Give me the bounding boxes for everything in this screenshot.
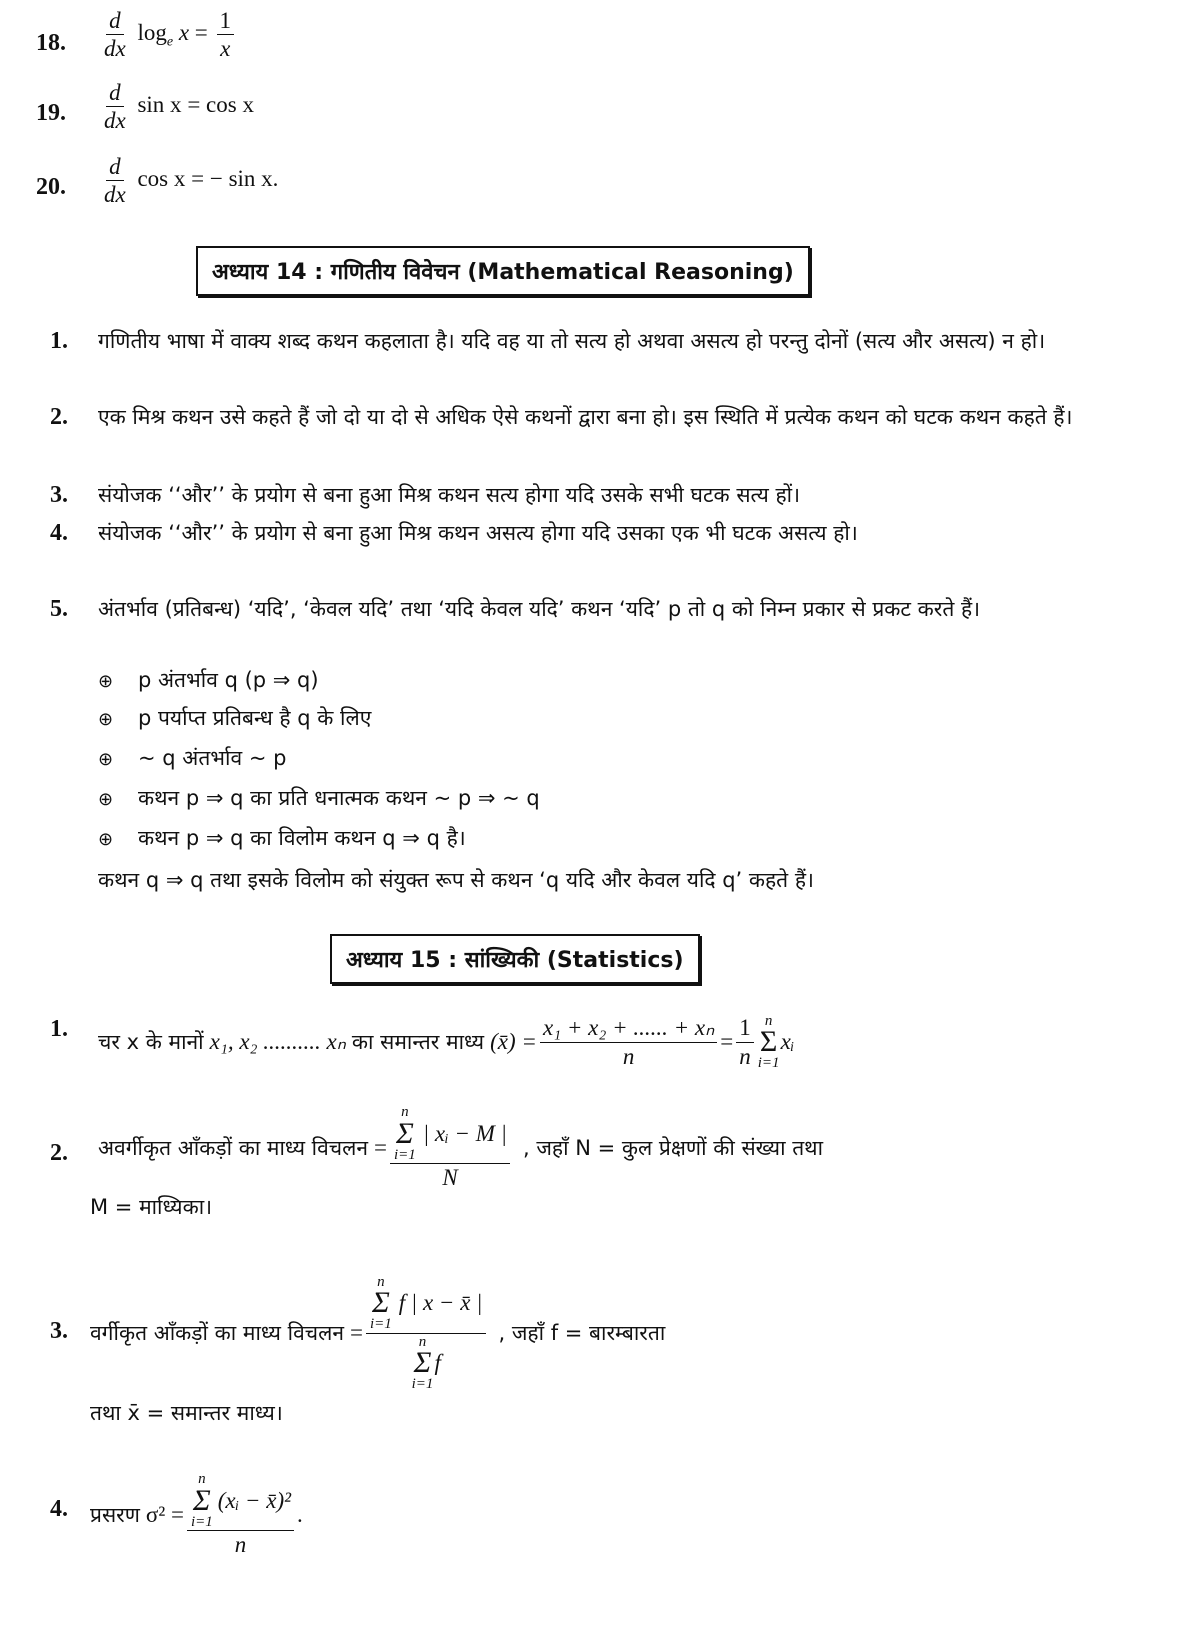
chapter-title-hindi: सांख्यिकी	[464, 948, 540, 973]
item-text: वर्गीकृत आँकड़ों का माध्य विचलन	[90, 1321, 344, 1345]
bullet-text: p अंतर्भाव q (p ⇒ q)	[138, 668, 319, 692]
list-item	[50, 476, 1100, 514]
list-item	[50, 590, 1100, 628]
item-text: अंतर्भाव (प्रतिबन्ध) ‘यदि’, ‘केवल यदि’ तथा ‘यदि केवल यदि’ कथन ‘यदि’ p तो q को निम्न प्रकार से प्रकट करते हैं।	[98, 597, 981, 621]
item-text: एक मिश्र कथन उसे कहते हैं जो दो या दो से अधिक ऐसे कथनों द्वारा बना हो। इस स्थिति में प्रत्येक कथन को घटक कथन कहते हैं।	[98, 405, 1073, 429]
variable-list: x₁, x₂ .......... xₙ	[209, 1029, 346, 1054]
item-text: चर x के मानों	[98, 1030, 204, 1054]
circle-plus-icon: ⊕	[98, 709, 114, 730]
item-text: संयोजक ‘‘और’’ के प्रयोग से बना हुआ मिश्र कथन असत्य होगा यदि उसका एक भी घटक असत्य हो।	[98, 521, 858, 545]
item-number: 5.	[50, 596, 68, 622]
item-text: , जहाँ f = बारम्बारता	[498, 1321, 666, 1345]
mean-deviation-fraction: n Σ i=1 | xᵢ − M | N	[390, 1105, 510, 1190]
summation-symbol: n Σ i=1	[757, 1012, 780, 1072]
item-text: का समान्तर माध्य	[351, 1030, 485, 1054]
sin-result: = cos x	[187, 92, 254, 118]
item-number: 1.	[50, 1016, 68, 1042]
formula-18: $\frac{d}{dx}$ $\log_e x$ = $\frac{1}{x}$	[98, 8, 237, 62]
list-item	[50, 322, 1100, 360]
item-number: 2.	[50, 1140, 68, 1166]
bullet-item	[98, 704, 371, 732]
item-text: संयोजक ‘‘और’’ के प्रयोग से बना हुआ मिश्र कथन सत्य होगा यदि उसके सभी घटक सत्य हों।	[98, 483, 801, 507]
item-number: 4.	[50, 1496, 68, 1522]
bullet-text: p पर्याप्त प्रतिबन्ध है q के लिए	[138, 706, 372, 730]
item-text: तथा x̄ = समान्तर माध्य।	[90, 1401, 283, 1425]
chapter-15-heading	[330, 934, 700, 984]
grouped-fraction: n Σ i=1 f | x − x̄ | n Σ i=1 f	[366, 1275, 486, 1392]
bullet-text: कथन p ⇒ q का विलोम कथन q ⇒ q है।	[138, 826, 466, 850]
bullet-item	[98, 784, 540, 812]
item-number: 1.	[50, 328, 68, 354]
item-number: 2.	[50, 404, 68, 430]
equals-sign: =	[720, 1029, 734, 1054]
mean-symbol: (x̄) =	[490, 1029, 537, 1054]
variance-formula: प्रसरण σ² = n Σ i=1 (xᵢ − x̄)² n .	[90, 1471, 303, 1558]
item-text: गणितीय भाषा में वाक्य शब्द कथन कहलाता है। यदि वह या तो सत्य हो अथवा असत्य हो परन्तु दोनों (सत्य और असत्य) न हो।	[98, 329, 1046, 353]
list-item	[50, 514, 1100, 552]
circle-plus-icon: ⊕	[98, 749, 114, 770]
formula-number: 19.	[36, 100, 66, 126]
formula-20: $\frac{d}{dx}$ cos x = − sin x.	[104, 154, 279, 208]
chapter-14-heading	[196, 246, 810, 296]
circle-plus-icon: ⊕	[98, 829, 114, 850]
log-function: log	[137, 20, 167, 46]
bullet-text: ~ q अंतर्भाव ~ p	[138, 746, 287, 770]
formula-19: $\frac{d}{dx}$ sin x = cos x	[104, 80, 254, 134]
derivative-operator: $\frac{d}{dx}$	[104, 8, 126, 62]
closing-text: कथन q ⇒ q तथा इसके विलोम को संयुक्त रूप से कथन ‘q यदि और केवल यदि q’ कहते हैं।	[98, 868, 814, 892]
item-number: 3.	[50, 482, 68, 508]
chapter-label: अध्याय 14 :	[212, 260, 324, 285]
item-number: 3.	[50, 1318, 68, 1344]
variance-symbol: σ² =	[145, 1502, 184, 1527]
cos-result: = − sin x.	[191, 166, 279, 192]
item-text: अवर्गीकृत आँकड़ों का माध्य विचलन	[98, 1136, 369, 1160]
reciprocal-fraction: $\frac{1}{x}$	[217, 8, 235, 62]
grouped-mean-deviation-formula: वर्गीकृत आँकड़ों का माध्य विचलन = n Σ i=1 f | x − x̄ | n Σ i=1 f , जहाँ f = बारम्बारता	[90, 1273, 666, 1393]
ungrouped-mean-deviation-formula: अवर्गीकृत आँकड़ों का माध्य विचलन = n Σ i=1 | xᵢ − M | N , जहाँ N = कुल प्रेक्षणों की संख्या तथा	[98, 1104, 824, 1191]
circle-plus-icon: ⊕	[98, 789, 114, 810]
circle-plus-icon: ⊕	[98, 671, 114, 692]
list-item	[50, 398, 1100, 436]
one-over-n: $\frac{1}{n}$	[736, 1015, 754, 1069]
formula-number: 20.	[36, 174, 66, 200]
item-text: M = माध्यिका।	[90, 1195, 213, 1219]
variance-fraction: n Σ i=1 (xᵢ − x̄)² n	[187, 1472, 294, 1557]
chapter-label: अध्याय 15 :	[346, 948, 458, 973]
chapter-title-hindi: गणितीय विवेचन	[330, 260, 460, 285]
bullet-item	[98, 824, 466, 852]
formula-number: 18.	[36, 30, 66, 56]
summand: xᵢ	[780, 1029, 795, 1054]
bullet-item	[98, 744, 286, 772]
cos-function: cos x	[137, 166, 186, 192]
mean-fraction: $\frac{\text{x₁ + x₂ + ...... + xₙ}}{n}$	[540, 1015, 717, 1069]
sin-function: sin x	[137, 92, 182, 118]
chapter-title-english: (Statistics)	[546, 948, 684, 973]
item-text: , जहाँ N = कुल प्रेक्षणों की संख्या तथा	[523, 1136, 824, 1160]
item-number: 4.	[50, 520, 68, 546]
bullet-text: कथन p ⇒ q का प्रति धनात्मक कथन ~ p ⇒ ~ q	[138, 786, 540, 810]
item-text: प्रसरण	[90, 1503, 140, 1527]
bullet-item	[98, 666, 319, 694]
log-base: e	[166, 34, 174, 50]
chapter-title-english: (Mathematical Reasoning)	[467, 260, 794, 285]
